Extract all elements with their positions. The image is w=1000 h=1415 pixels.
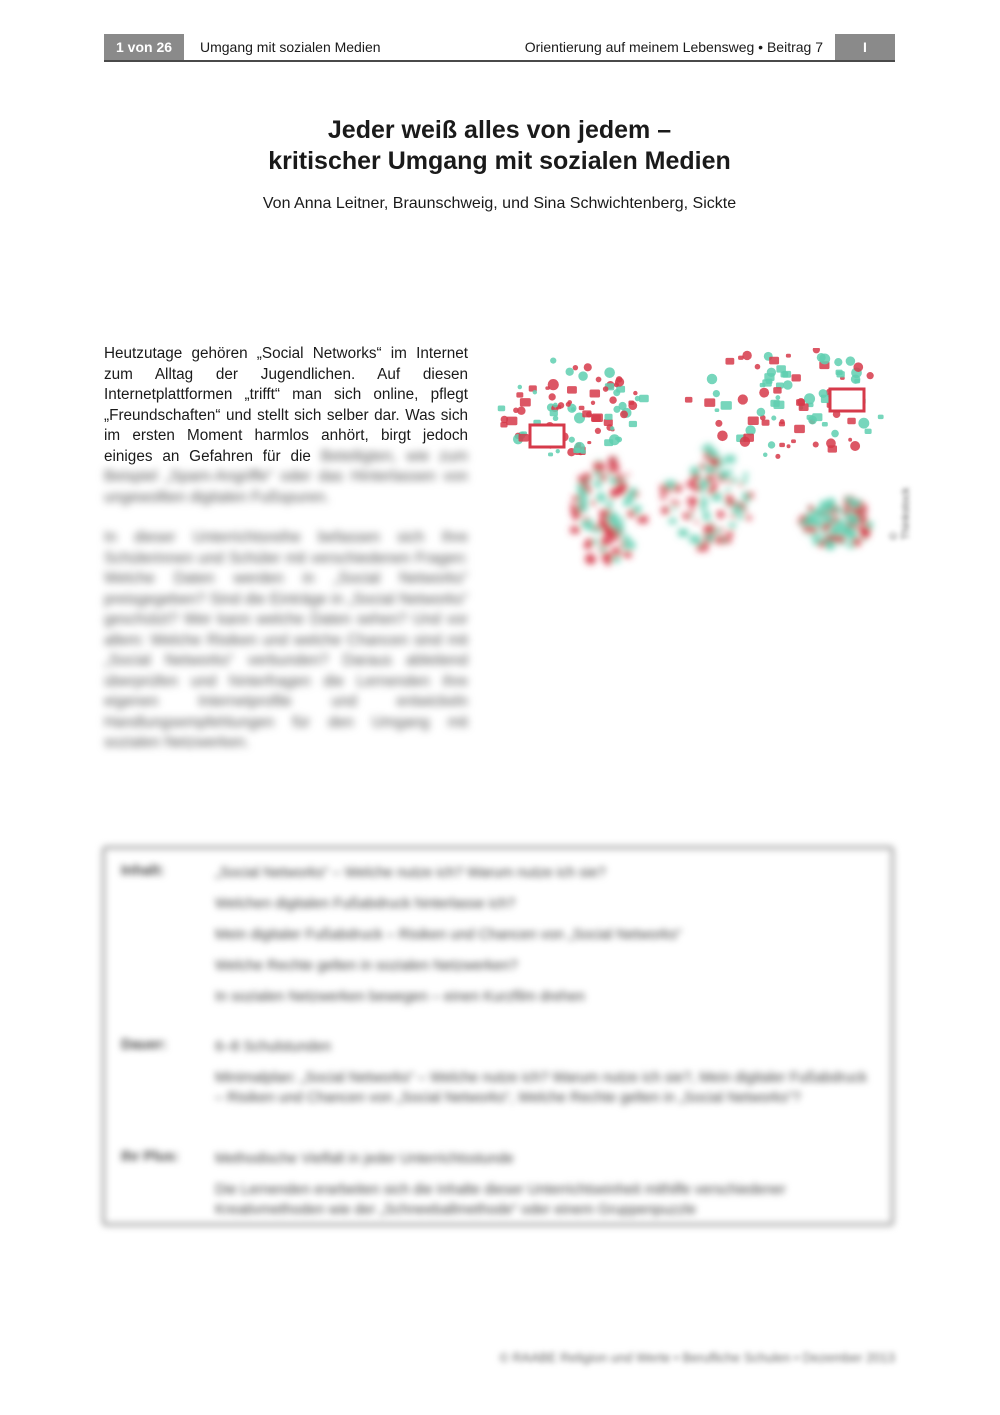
- info-line: Minimalplan: „Social Networks“ – Welche nutze ich? Warum nutze ich sie?, Mein digitaler Fußabdruck – Risiken und Chancen von „Social Networks“, Welche Rechte gelten in „Social Networks“?: [215, 1070, 867, 1106]
- map-icon-shape: [639, 395, 649, 402]
- intro-text: [104, 344, 468, 754]
- map-icon-shape: [828, 445, 837, 452]
- map-icon-shape: [570, 526, 579, 533]
- map-icon-shape: [675, 501, 680, 506]
- map-icon-shape: [661, 506, 669, 514]
- map-icon-shape: [635, 396, 640, 401]
- map-icon-shape: [569, 437, 575, 443]
- map-icon-shape: [566, 402, 571, 407]
- map-icon-shape: [596, 492, 606, 502]
- envelope-icon: [830, 389, 864, 411]
- map-icon-shape: [603, 386, 609, 392]
- map-icon-shape: [829, 540, 836, 545]
- map-icon-shape: [699, 464, 705, 469]
- world-map-icon: [492, 348, 902, 580]
- map-icon-shape: [660, 494, 666, 500]
- map-icon-shape: [605, 504, 612, 509]
- map-icon-shape: [516, 392, 523, 397]
- map-icon-shape: [729, 531, 733, 534]
- map-icon-shape: [593, 526, 597, 529]
- map-icon-shape: [549, 393, 556, 400]
- header-topic: Umgang mit sozialen Medien: [200, 39, 381, 55]
- map-icon-shape: [783, 380, 793, 390]
- map-icon-shape: [720, 528, 724, 532]
- map-icon-shape: [609, 434, 620, 445]
- map-icon-shape: [763, 453, 767, 457]
- map-icon-shape: [573, 365, 578, 370]
- map-icon-shape: [709, 459, 717, 465]
- map-icon-shape: [625, 473, 629, 476]
- map-icon-shape: [617, 489, 625, 495]
- map-icon-shape: [813, 348, 820, 353]
- map-icon-shape: [622, 535, 630, 541]
- map-icon-shape: [837, 536, 845, 542]
- map-icon-shape: [733, 501, 738, 505]
- map-icon-shape: [721, 401, 732, 410]
- map-icon-shape: [722, 538, 727, 543]
- info-line: Mein digitaler Fußabdruck – Risiken und Chancen von „Social Networks“: [215, 927, 682, 943]
- map-icon-shape: [596, 377, 602, 383]
- map-icon-shape: [638, 516, 648, 524]
- map-icon-shape: [858, 418, 869, 429]
- intro-visible-text: Heutzutage gehören „Social Networks“ im Internet zum Alltag der Jugendlichen. Auf diesen Internetplattformen „trifft“ man sich online, pflegt „Freundschaften“ und stellt sich selber dar. Was sich im ersten Moment harmlos anhört, birgt jedoch einiges an Gefahren für die: [104, 345, 468, 465]
- map-icon-shape: [831, 430, 839, 438]
- map-icon-shape: [853, 529, 857, 533]
- map-icon-shape: [746, 516, 752, 521]
- map-icon-shape: [835, 519, 845, 529]
- info-label: Dauer:: [121, 1037, 167, 1053]
- map-icon-shape: [732, 505, 741, 514]
- page-footer: © RAABE Religion und Werte • Berufliche Schulen • Dezember 2013: [499, 1350, 895, 1365]
- map-icon-shape: [759, 388, 769, 398]
- map-icon-shape: [762, 420, 770, 426]
- map-icon-shape: [775, 395, 780, 400]
- map-icon-shape: [799, 403, 809, 411]
- map-icon-shape: [608, 499, 613, 503]
- info-box: [102, 846, 894, 1226]
- map-icon-shape: [742, 478, 748, 484]
- map-icon-shape: [843, 509, 849, 515]
- map-icon-shape: [620, 484, 624, 488]
- map-icon-shape: [757, 408, 766, 417]
- map-icon-shape: [849, 515, 860, 526]
- map-icon-shape: [854, 379, 860, 384]
- info-line: „Social Networks“ – Welche nutze ich? Warum nutze ich sie?: [215, 865, 606, 881]
- map-icon-shape: [814, 531, 819, 535]
- map-icon-shape: [723, 472, 727, 476]
- map-icon-shape: [742, 493, 749, 498]
- map-icon-shape: [629, 487, 637, 495]
- map-icon-shape: [850, 441, 860, 451]
- map-icon-shape: [610, 426, 614, 430]
- map-icon-shape: [707, 449, 717, 457]
- map-icon-shape: [633, 505, 642, 514]
- map-icon-shape: [670, 500, 674, 504]
- map-icon-shape: [593, 462, 605, 471]
- map-icon-shape: [591, 401, 595, 405]
- map-icon-shape: [601, 475, 607, 481]
- map-icon-shape: [689, 507, 694, 512]
- map-icon-shape: [791, 439, 796, 443]
- map-icon-shape: [520, 398, 531, 406]
- map-icon-shape: [672, 507, 677, 511]
- map-icon-shape: [592, 539, 598, 544]
- map-icon-shape: [550, 410, 558, 416]
- map-icon-shape: [553, 403, 558, 408]
- map-icon-shape: [815, 520, 824, 529]
- map-icon-shape: [738, 394, 748, 404]
- map-icon-shape: [717, 431, 728, 442]
- map-icon-shape: [585, 554, 596, 565]
- map-icon-shape: [620, 542, 625, 546]
- map-icon-shape: [740, 437, 750, 447]
- map-icon-shape: [846, 356, 856, 366]
- map-icon-shape: [792, 374, 801, 381]
- map-icon-shape: [625, 541, 636, 549]
- map-icon-shape: [566, 368, 574, 376]
- map-icon-shape: [556, 449, 560, 453]
- map-icon-shape: [748, 416, 759, 425]
- map-icon-shape: [598, 518, 609, 529]
- map-icon-shape: [709, 521, 713, 525]
- header-series: Orientierung auf meinem Lebensweg • Beitrag 7: [524, 39, 823, 55]
- map-icon-shape: [623, 551, 631, 558]
- map-icon-shape: [724, 501, 728, 505]
- map-icon-shape: [612, 547, 621, 556]
- map-icon-shape: [775, 454, 780, 459]
- info-line: Welche Rechte gelten in sozialen Netzwerken?: [215, 958, 518, 974]
- map-icon-shape: [548, 453, 553, 457]
- map-icon-shape: [794, 425, 805, 433]
- map-icon-shape: [615, 377, 624, 386]
- map-icon-shape: [737, 514, 743, 519]
- map-icon-shape: [878, 415, 884, 419]
- map-icon-shape: [612, 556, 620, 562]
- title-line-1: Jeder weiß alles von jedem –: [327, 116, 672, 144]
- map-icon-shape: [822, 422, 828, 427]
- map-icon-shape: [600, 546, 606, 552]
- map-icon-shape: [703, 518, 707, 522]
- map-icon-shape: [819, 500, 830, 511]
- map-icon-shape: [781, 372, 789, 378]
- map-icon-shape: [835, 507, 842, 514]
- map-icon-shape: [579, 406, 585, 410]
- map-icon-shape: [853, 538, 862, 547]
- info-line: Welchen digitalen Fußabdruck hinterlasse ich?: [215, 896, 516, 912]
- map-icon-shape: [742, 351, 751, 360]
- map-icon-shape: [610, 478, 618, 484]
- map-icon-shape: [695, 520, 699, 524]
- map-icon-shape: [771, 415, 776, 420]
- map-icon-shape: [550, 357, 556, 363]
- map-icon-shape: [705, 532, 715, 542]
- map-icon-shape: [518, 385, 522, 389]
- map-icon-shape: [533, 390, 537, 394]
- info-label: Inhalt:: [121, 863, 165, 879]
- map-icon-shape: [731, 514, 735, 518]
- map-icon-shape: [591, 500, 596, 505]
- map-icon-shape: [715, 408, 720, 412]
- map-icon-shape: [605, 559, 611, 565]
- map-icon-shape: [607, 473, 611, 477]
- intro-paragraph-1: [104, 344, 468, 508]
- map-icon-shape: [764, 373, 774, 381]
- map-icon-shape: [628, 400, 634, 404]
- map-icon-shape: [743, 472, 748, 477]
- page-number: 1 von 26: [104, 34, 184, 60]
- map-icon-shape: [773, 401, 784, 409]
- map-icon-shape: [692, 484, 700, 492]
- map-icon-shape: [834, 358, 842, 366]
- map-icon-shape: [567, 386, 577, 394]
- map-icon-shape: [819, 353, 830, 364]
- map-icon-shape: [732, 477, 738, 483]
- info-line: Methodische Vielfalt in jeder Unterrichtsstunde: [215, 1151, 514, 1167]
- info-line: 6–8 Schulstunden: [215, 1039, 332, 1055]
- map-icon-shape: [701, 496, 707, 502]
- map-icon-shape: [823, 514, 834, 525]
- map-icon-shape: [713, 390, 720, 397]
- map-icon-shape: [704, 525, 715, 534]
- map-icon-shape: [678, 529, 687, 536]
- map-icon-shape: [786, 354, 791, 358]
- map-icon-shape: [813, 441, 819, 447]
- map-icon-shape: [809, 534, 813, 538]
- map-icon-shape: [669, 518, 677, 524]
- map-icon-shape: [867, 372, 874, 379]
- map-icon-shape: [847, 418, 855, 424]
- map-icon-shape: [715, 420, 722, 427]
- map-icon-shape: [866, 522, 873, 528]
- map-icon-shape: [519, 434, 529, 442]
- map-icon-shape: [578, 505, 587, 512]
- map-icon-shape: [665, 480, 676, 488]
- map-icon-shape: [739, 483, 743, 487]
- map-icon-shape: [707, 374, 717, 384]
- map-icon-shape: [708, 488, 716, 494]
- map-icon-shape: [700, 501, 707, 507]
- map-icon-shape: [501, 416, 508, 423]
- map-icon-shape: [725, 488, 730, 492]
- map-icon-shape: [712, 493, 722, 501]
- map-icon-shape: [865, 429, 872, 434]
- envelope-icon: [530, 425, 564, 447]
- map-icon-shape: [584, 517, 589, 522]
- map-icon-shape: [858, 527, 862, 531]
- map-icon-shape: [573, 448, 580, 453]
- map-icon-shape: [517, 407, 525, 415]
- byline: Von Anna Leitner, Braunschweig, und Sina Schwichtenberg, Sickte: [262, 195, 737, 212]
- map-icon-shape: [578, 476, 587, 483]
- intro-paragraph-2: In dieser Unterrichtsreihe befassen sich Ihre Schülerinnen und Schüler mit verschiedenen Fragen: Welche Daten werden in „Social Networks“ preisgegeben? Sind die Einträge in „Social Networks“ geschützt? Wer kann welche Daten sehen? Und vor allem: Welche Risiken und welche Chancen sind mit „Social Networks“ verbunden? Daraus ableitend überprüfen und hinterfragen die Lernenden ihre eigenen Internetprofile und entwickeln Handlungsempfehlungen für den Umgang mit sozialen Netzwerken.: [104, 529, 468, 751]
- map-icon-shape: [728, 480, 732, 483]
- map-icon-shape: [584, 363, 592, 371]
- map-icon-shape: [725, 455, 736, 463]
- map-icon-shape: [682, 513, 686, 516]
- map-icon-shape: [591, 414, 601, 421]
- map-icon-shape: [713, 471, 717, 474]
- map-icon-shape: [836, 371, 844, 377]
- map-icon-shape: [609, 396, 616, 403]
- map-icon-shape: [590, 389, 600, 397]
- map-icon-shape: [506, 417, 517, 426]
- map-icon-shape: [725, 358, 734, 365]
- map-icon-shape: [605, 414, 613, 420]
- map-icon-shape: [586, 555, 590, 558]
- title-line-2: kritischer Umgang mit sozialen Medien: [268, 147, 731, 175]
- map-icon-shape: [578, 371, 587, 380]
- map-icon-shape: [613, 389, 620, 396]
- map-icon-shape: [498, 405, 505, 411]
- map-icon-shape: [704, 398, 715, 406]
- map-icon-shape: [760, 383, 766, 387]
- map-icon-shape: [711, 483, 717, 488]
- map-icon-shape: [685, 397, 692, 403]
- map-icon-shape: [849, 499, 861, 508]
- map-icon-shape: [622, 517, 626, 520]
- map-icon-shape: [825, 540, 830, 543]
- map-icon-shape: [808, 416, 817, 425]
- map-icon-shape: [629, 421, 637, 427]
- map-icon-shape: [582, 483, 589, 488]
- map-icon-shape: [729, 523, 736, 528]
- map-icon-shape: [595, 428, 601, 434]
- map-icon-shape: [768, 441, 775, 448]
- map-icon-shape: [600, 536, 611, 547]
- map-icon-shape: [604, 367, 615, 378]
- map-icon-shape: [755, 364, 761, 370]
- map-icon-shape: [703, 454, 708, 459]
- map-icon-shape: [620, 410, 628, 418]
- map-icon-shape: [690, 466, 700, 476]
- map-icon-shape: [808, 505, 814, 511]
- map-icon-shape: [615, 531, 620, 535]
- map-icon-shape: [578, 488, 588, 498]
- chapter-label: I: [835, 34, 895, 60]
- map-icon-shape: [813, 540, 820, 545]
- info-line: Die Lernenden erarbeiten sich die Inhalte dieser Unterrichtseinheit mithilfe verschiedener Kreativmethoden wie der „Schneeballmethode“ oder einem Gruppenpuzzle: [215, 1182, 786, 1218]
- map-icon-shape: [697, 542, 703, 546]
- page-title: [104, 115, 895, 177]
- map-icon-shape: [613, 521, 623, 529]
- info-line: In sozialen Netzwerken bewegen – einen Kurzfilm drehen: [215, 989, 585, 1005]
- map-icon-shape: [553, 416, 559, 422]
- map-icon-shape: [586, 538, 593, 545]
- map-icon-shape: [604, 419, 613, 426]
- page-header: [104, 34, 895, 62]
- map-icon-shape: [853, 362, 863, 372]
- map-icon-shape: [587, 441, 591, 444]
- map-icon-shape: [743, 509, 747, 513]
- map-icon-shape: [580, 450, 585, 454]
- world-map-illustration: [492, 348, 902, 580]
- image-credit: © Thinkstock: [888, 487, 912, 540]
- map-icon-shape: [804, 517, 813, 526]
- map-icon-shape: [848, 438, 852, 442]
- map-icon-shape: [813, 536, 818, 540]
- map-icon-shape: [594, 481, 602, 487]
- map-icon-shape: [787, 444, 791, 448]
- map-icon-shape: [692, 500, 698, 504]
- map-icon-shape: [769, 357, 779, 365]
- map-icon-shape: [779, 443, 785, 447]
- map-icon-shape: [821, 532, 825, 535]
- info-label: Ihr Plus:: [121, 1149, 180, 1165]
- map-icon-shape: [773, 387, 781, 393]
- intro-blurred-text: Beteiligten, wie zum Beispiel „Spam-Angriffe“ oder das Hinterlassen von ungewollten digitalen Fußspuren.: [104, 447, 468, 506]
- map-icon-shape: [633, 391, 637, 395]
- map-icon-shape: [701, 507, 706, 511]
- map-icon-shape: [779, 422, 785, 427]
- map-icon-shape: [608, 469, 614, 474]
- map-icon-shape: [545, 386, 550, 389]
- map-icon-shape: [609, 465, 613, 469]
- map-icon-shape: [703, 511, 711, 519]
- map-icon-shape: [717, 510, 725, 518]
